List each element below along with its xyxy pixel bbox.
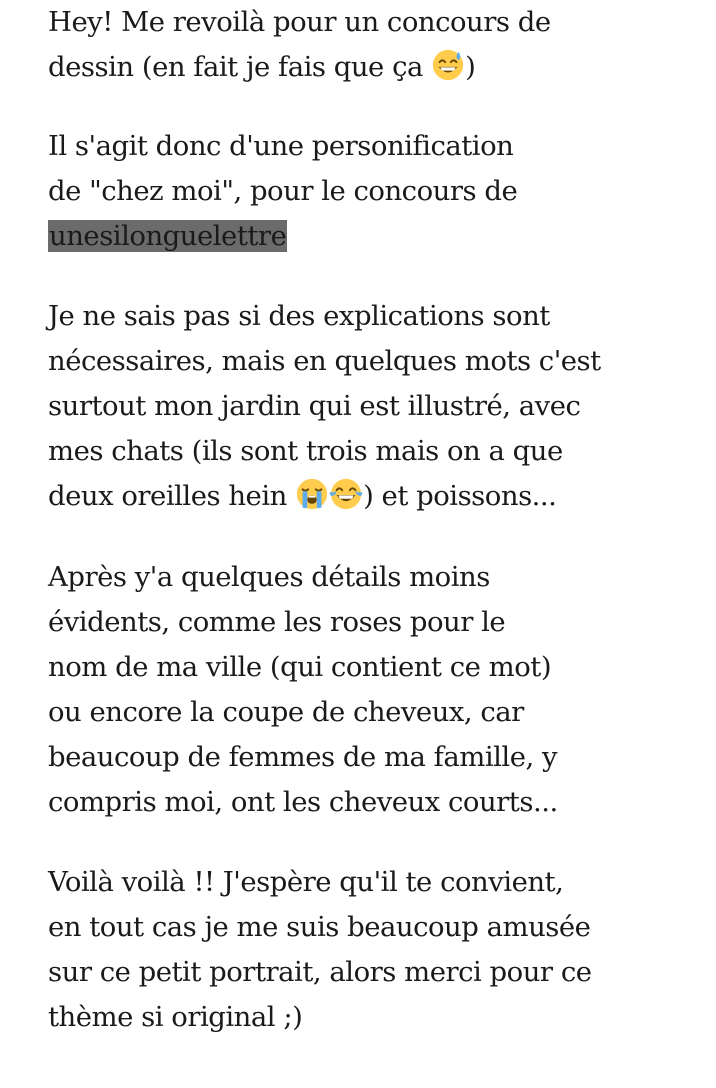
text-segment: surtout mon jardin qui est illustré, avec xyxy=(48,390,581,422)
paragraph xyxy=(48,124,517,259)
text-segment: évidents, comme les roses pour le xyxy=(48,606,506,638)
text-line xyxy=(48,690,558,735)
text-segment: en tout cas je me suis beaucoup amusée xyxy=(48,911,591,943)
text-segment: mes chats (ils sont trois mais on a que xyxy=(48,435,563,467)
text-segment: compris moi, ont les cheveux courts... xyxy=(48,786,558,818)
text-segment: nom de ma ville (qui contient ce mot) xyxy=(48,651,552,683)
paragraph xyxy=(48,555,558,825)
text-line xyxy=(48,429,601,474)
text-segment: thème si original ;) xyxy=(48,1001,303,1033)
text-segment: ) xyxy=(465,51,476,83)
text-line xyxy=(48,214,517,259)
text-line xyxy=(48,474,601,519)
text-segment: sur ce petit portrait, alors merci pour ce xyxy=(48,956,592,988)
text-segment: Après y'a quelques détails moins xyxy=(48,561,490,593)
text-segment: Hey! Me revoilà pour un concours de xyxy=(48,6,551,38)
text-line xyxy=(48,339,601,384)
tears-of-joy-emoji xyxy=(329,477,363,511)
paragraph xyxy=(48,860,592,1040)
text-line xyxy=(48,45,551,90)
paragraph xyxy=(48,0,551,90)
text-segment: ou encore la coupe de cheveux, car xyxy=(48,696,524,728)
loudly-crying-emoji xyxy=(295,477,329,511)
text-segment: Voilà voilà !! J'espère qu'il te convient, xyxy=(48,866,564,898)
text-line xyxy=(48,600,558,645)
text-line xyxy=(48,995,592,1040)
text-line xyxy=(48,905,592,950)
grinning-sweat-emoji xyxy=(431,48,465,82)
text-line xyxy=(48,860,592,905)
user-mention[interactable]: unesilonguelettre xyxy=(49,220,287,252)
text-line xyxy=(48,780,558,825)
text-line xyxy=(48,645,558,690)
text-line xyxy=(48,555,558,600)
text-segment: nécessaires, mais en quelques mots c'est xyxy=(48,345,601,377)
text-segment: Je ne sais pas si des explications sont xyxy=(48,300,550,332)
text-line xyxy=(48,384,601,429)
text-segment: deux oreilles hein xyxy=(48,480,296,512)
text-line xyxy=(48,950,592,995)
text-line xyxy=(48,0,551,45)
text-segment: ) et poissons... xyxy=(363,480,557,512)
text-line xyxy=(48,294,601,339)
text-line xyxy=(48,735,558,780)
paragraph xyxy=(48,294,601,519)
text-segment: dessin (en fait je fais que ça xyxy=(48,51,432,83)
text-line xyxy=(48,124,517,169)
text-segment: de "chez moi", pour le concours de xyxy=(48,175,518,207)
text-line xyxy=(48,169,517,214)
text-segment: Il s'agit donc d'une personification xyxy=(48,130,514,162)
text-segment: beaucoup de femmes de ma famille, y xyxy=(48,741,558,773)
